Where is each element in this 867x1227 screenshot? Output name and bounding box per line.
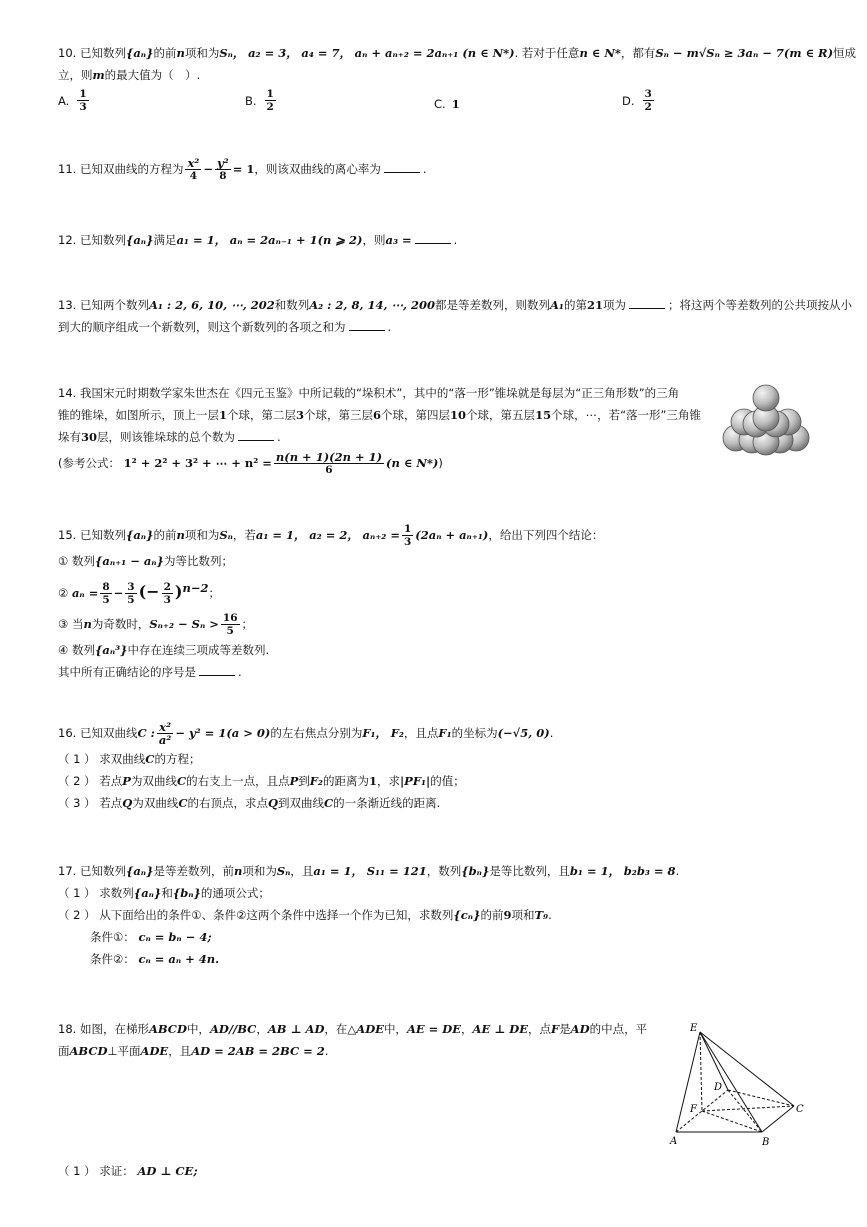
- frac-den: 5: [226, 624, 234, 637]
- question-15: [58, 520, 808, 683]
- q14-reference: [58, 448, 718, 478]
- q15-conclusion-3: [58, 609, 808, 639]
- q17-Sn: Sₙ: [276, 864, 291, 878]
- q10-m: m: [92, 68, 105, 82]
- q10-text: 立，则: [58, 68, 93, 82]
- q15-seq: {aₙ}: [125, 528, 154, 542]
- q18-line1: [58, 1018, 668, 1040]
- q18-text: 中，: [383, 1022, 407, 1036]
- q18-text: （ 1 ） 求证：: [58, 1164, 134, 1178]
- q15-text: 其中所有正确结论的序号是: [58, 664, 196, 679]
- q10-relation: aₙ + aₙ₊₂ = 2aₙ₊₁ (n ∈ N*): [354, 46, 515, 60]
- q15-text: 项和为: [184, 528, 220, 542]
- q15-conclusion-1: [58, 550, 808, 572]
- q15-text: 的前: [153, 528, 177, 542]
- q15-c3-frac: [221, 612, 240, 637]
- q13-text: ；将这两个等差数列的公共项按从小: [667, 298, 852, 312]
- q17-text: ，且: [290, 864, 314, 878]
- q12-text: 12. 已知数列: [58, 233, 126, 247]
- q16-text: ，且点: [403, 726, 439, 740]
- q14-text: 个球，第四层: [381, 408, 451, 422]
- frac-num: 3: [644, 88, 652, 100]
- q17-text: 条件②：: [90, 952, 135, 966]
- q17-cond1: cₙ = bₙ − 4;: [138, 930, 212, 944]
- q17-cond2: cₙ = aₙ + 4n.: [138, 952, 220, 966]
- q14-text: 个球，⋯，若“落一形”三角锥: [551, 408, 701, 422]
- q17-condition-2: [58, 948, 808, 970]
- frac-den: 8: [219, 170, 227, 182]
- frac-den: a²: [158, 733, 172, 747]
- option-b-label: B.: [245, 93, 257, 108]
- q15-c3-n: n: [83, 616, 92, 631]
- q17-text: 17. 已知数列: [58, 864, 126, 878]
- option-c[interactable]: [434, 93, 460, 115]
- q17-text: 的前: [480, 908, 504, 922]
- q17-condition-1: [58, 926, 808, 948]
- q17-seq-b: {bₙ}: [172, 886, 201, 900]
- option-b[interactable]: [245, 88, 278, 113]
- q15-a2: a₂ = 2，: [309, 528, 359, 542]
- q15-c2-minus: −: [113, 585, 124, 600]
- q16-P: P: [289, 774, 299, 788]
- q18-perp: AB ⊥ AD: [267, 1022, 325, 1036]
- q18-eq2: AD = 2AB = 2BC = 2: [191, 1044, 325, 1058]
- q16-text: 到: [298, 774, 310, 788]
- q17-text: 项和为: [242, 864, 277, 878]
- q14-text: ): [438, 456, 443, 470]
- q18-parallel: AD//BC: [209, 1022, 257, 1036]
- q18-perp2: AE ⊥ DE: [472, 1022, 528, 1036]
- edge-EB: [700, 1032, 762, 1132]
- q15-c2-frac: [100, 581, 111, 606]
- q15-text: .: [238, 664, 242, 679]
- q10-nN: n ∈ N*: [579, 46, 621, 60]
- option-b-fraction: [265, 88, 276, 113]
- q10-text: . 若对于任意: [514, 46, 580, 60]
- edge-BC: [762, 1106, 794, 1132]
- q16-PF: |PF₁|: [399, 774, 431, 788]
- q18-text: 18. 如图，在梯形: [58, 1022, 149, 1036]
- frac-num: 1: [403, 523, 412, 535]
- q10-text: 的前: [153, 46, 177, 60]
- q17-b2b3: b₂b₃ = 8: [623, 864, 676, 878]
- q13-text: .: [387, 320, 392, 334]
- frac-num: x²: [159, 720, 172, 734]
- frac-den: 3: [79, 101, 87, 113]
- q17-b1: b₁ = 1，: [569, 864, 621, 878]
- q18-ABCD: ABCD: [69, 1044, 108, 1058]
- q14-text: 个球，第二层: [227, 408, 297, 422]
- q10-n: n: [176, 46, 185, 60]
- q18-text: 面: [58, 1044, 70, 1058]
- q16-C: C: [178, 796, 188, 810]
- q18-AD: AD: [570, 1022, 590, 1036]
- q17-seq-a: {aₙ}: [133, 886, 162, 900]
- frac-den: 5: [127, 593, 135, 606]
- q17-text: .: [675, 864, 680, 878]
- q15-text: ① 数列: [58, 554, 95, 568]
- q15-text: ②: [58, 585, 69, 600]
- q11-text: ，则该双曲线的离心率为: [254, 162, 381, 176]
- q17-text: 是等比数列，且: [489, 864, 570, 878]
- q16-text: .: [549, 726, 554, 740]
- q14-ref-frac: [274, 451, 384, 476]
- q10-options: [58, 86, 808, 116]
- q15-c2-an: aₙ =: [71, 585, 99, 600]
- q16-F1: F₁，: [362, 726, 388, 740]
- q15-text: ，若: [232, 528, 256, 542]
- q15-text: ③ 当: [58, 616, 84, 631]
- q16-C: C :: [137, 726, 155, 740]
- label-A: A: [670, 1136, 678, 1147]
- q15-text: 中存在连续三项成等差数列.: [127, 642, 270, 657]
- q16-Q: Q: [122, 796, 133, 810]
- q16-text: 为双曲线: [130, 774, 177, 788]
- q14-text: 锥的锥垛，如图所示，顶上一层: [58, 408, 219, 422]
- q13-A1b: A₁: [549, 298, 564, 312]
- edge-EA: [676, 1032, 700, 1132]
- q16-text: 为双曲线: [132, 796, 179, 810]
- q14-ref-sum: 1² + 2² + 3² + ⋯ + n² =: [123, 456, 272, 470]
- q15-c2-frac: [125, 581, 136, 606]
- q16-text: 的坐标为: [451, 726, 498, 740]
- q17-text: 项和: [511, 908, 535, 922]
- q10-a2: a₂ = 3，: [248, 46, 298, 60]
- q15-Sn: Sₙ: [219, 528, 233, 542]
- q17-text: 的通项公式；: [200, 886, 270, 900]
- q10-line1: [58, 42, 857, 64]
- q14-num: 10: [450, 408, 467, 422]
- q13-line2: [58, 316, 808, 338]
- q17-seq-a: {aₙ}: [125, 864, 154, 878]
- q10-text: ，都有: [620, 46, 656, 60]
- frac-num: n(n + 1)(2n + 1): [275, 450, 383, 464]
- edge-EF: [700, 1032, 702, 1111]
- q15-c3-ineq: Sₙ₊₂ − Sₙ >: [149, 616, 219, 631]
- frac-den: 5: [102, 593, 110, 606]
- q14-line3: [58, 426, 718, 448]
- frac-num: x²: [187, 156, 200, 170]
- q12-seq: {aₙ}: [125, 233, 154, 247]
- q14-text: 个球，第三层: [304, 408, 374, 422]
- q10-inequality: Sₙ − m√Sₙ ≥ 3aₙ − 7(m ∈ R): [655, 46, 834, 60]
- question-12: [58, 229, 808, 251]
- label-D: D: [714, 1082, 723, 1093]
- q12-text: .: [453, 233, 458, 247]
- q12-a3: a₃ =: [385, 233, 412, 247]
- q13-line1: [58, 294, 852, 316]
- option-a[interactable]: [58, 88, 91, 113]
- q15-c2-exp: n−2: [182, 581, 209, 595]
- q18-text: 是: [559, 1022, 571, 1036]
- q18-text: ，且: [168, 1044, 192, 1058]
- question-14: [58, 382, 718, 478]
- q13-n21: 21: [586, 298, 603, 312]
- frac-den: 4: [189, 170, 198, 182]
- q16-F2: F₂: [309, 774, 323, 788]
- q15-text: 为奇数时，: [91, 616, 150, 631]
- q17-line1: [58, 860, 808, 882]
- q14-text: 14. 我国宋元时期数学家朱世杰在《四元玉鉴》中所记载的“垛积术”，其中的“落一形”锥垛就是每层为“正三角形数”的三角: [58, 386, 680, 400]
- q15-conclusion-4: [58, 639, 808, 661]
- q18-text: 中，: [186, 1022, 210, 1036]
- answer-blank[interactable]: [384, 160, 420, 173]
- q16-text: 的右支上一点，且点: [186, 774, 290, 788]
- q15-rec: aₙ₊₂ =: [362, 528, 400, 542]
- answer-blank[interactable]: [415, 231, 451, 244]
- frac-den: 3: [163, 593, 171, 606]
- q15-conclusion-2: [58, 572, 808, 609]
- q15-c2-frac: [162, 581, 173, 606]
- q16-text: 的右顶点，求点: [187, 796, 268, 810]
- q15-text: 为等比数列；: [163, 554, 233, 568]
- q15-text: ，给出下列四个结论：: [488, 528, 604, 542]
- answer-blank[interactable]: [199, 663, 235, 676]
- frac-num: 16: [222, 611, 238, 624]
- ball: [753, 385, 779, 411]
- q16-C: C: [145, 752, 155, 766]
- frac-num: 1: [266, 88, 274, 100]
- option-a-label: A.: [58, 93, 70, 108]
- q18-p1-expr: AD ⊥ CE;: [137, 1164, 198, 1178]
- q18-text: ⊥平面: [107, 1044, 141, 1058]
- frac-num: 1: [79, 88, 87, 100]
- q17-n: n: [233, 864, 243, 878]
- q16-P: P: [122, 774, 131, 788]
- q14-num: 1: [219, 408, 228, 422]
- q17-text: ，数列: [426, 864, 462, 878]
- q17-seq-c: {cₙ}: [453, 908, 481, 922]
- q15-text: ④ 数列: [58, 642, 95, 657]
- q11-eq: = 1: [232, 162, 255, 176]
- option-c-value: 1: [451, 97, 460, 111]
- q18-triangle: △ADE: [347, 1022, 384, 1036]
- q16-num: 1: [368, 774, 377, 788]
- q10-text: 恒成: [833, 46, 857, 60]
- q17-text: .: [548, 908, 552, 922]
- q16-text: 16. 已知双曲线: [58, 726, 138, 740]
- q12-line1: [58, 229, 808, 251]
- q14-ref-cond: (n ∈ N*): [386, 456, 439, 470]
- q10-seq: {aₙ}: [125, 46, 154, 60]
- frac-num: 2: [163, 580, 171, 593]
- question-13: [58, 294, 852, 338]
- q13-text: 到大的顺序组成一个新数列，则这个新数列的各项之和为: [58, 320, 346, 334]
- q16-text: 的距离为: [322, 774, 369, 788]
- q18-text: .: [324, 1044, 329, 1058]
- q12-a1: a₁ = 1，: [176, 233, 227, 247]
- option-c-label: C.: [434, 97, 446, 111]
- q18-ABCD: ABCD: [148, 1022, 187, 1036]
- q16-text: （ 3 ） 若点: [58, 796, 123, 810]
- q18-ADE: ADE: [140, 1044, 169, 1058]
- q15-text: ；: [208, 585, 220, 600]
- question-11: [58, 157, 808, 182]
- q14-text: 个球，第五层: [466, 408, 536, 422]
- q11-minus: −: [203, 162, 213, 176]
- q16-F2: F₂: [390, 726, 404, 740]
- answer-blank[interactable]: [629, 296, 665, 309]
- solid-geometry-figure: [668, 1018, 808, 1150]
- q15-text: ；: [241, 616, 254, 631]
- frac-den: 2: [266, 101, 274, 113]
- label-F: F: [690, 1104, 697, 1115]
- q13-A1: A₁ : 2, 6, 10, ⋯, 202: [148, 298, 275, 312]
- q18-text: ，: [256, 1022, 268, 1036]
- q18-part1: [58, 1160, 808, 1182]
- q13-text: 项为: [602, 298, 626, 312]
- q15-c2-paren: ): [174, 581, 183, 601]
- q11-frac-y: [215, 157, 231, 182]
- q14-text: 垛有: [58, 430, 81, 444]
- q16-C: C: [176, 774, 187, 788]
- q18-text: ，在: [324, 1022, 348, 1036]
- q17-text: （ 2 ） 从下面给出的条件①、条件②这两个条件中选择一个作为已知，求数列: [58, 908, 454, 922]
- q18-F: F: [551, 1022, 560, 1036]
- q16-text: 的值；: [430, 774, 465, 788]
- q16-part1: [58, 748, 808, 770]
- edge-EC: [700, 1032, 794, 1106]
- question-10: [58, 42, 857, 116]
- q18-line2: [58, 1040, 668, 1062]
- q17-part1: [58, 882, 808, 904]
- q15-n: n: [176, 528, 185, 542]
- q13-text: 和数列: [274, 298, 310, 312]
- q18-eq1: AE = DE: [406, 1022, 462, 1036]
- q12-text: ，则: [362, 233, 386, 247]
- q12-recurrence: aₙ = 2aₙ₋₁ + 1(n ⩾ 2): [229, 233, 363, 247]
- q17-a1: a₁ = 1，: [313, 864, 364, 878]
- q16-part3: [58, 792, 808, 814]
- frac-num: 3: [127, 580, 135, 593]
- q10-text: 的最大值为（ ）.: [104, 68, 201, 82]
- q11-line1: [58, 157, 808, 182]
- q17-text: （ 1 ） 求数列: [58, 886, 134, 900]
- frac-num: 8: [102, 580, 110, 593]
- q15-c1-seq: {aₙ₊₁ − aₙ}: [94, 554, 164, 568]
- question-17: [58, 860, 808, 970]
- q14-line2: [58, 404, 718, 426]
- q10-text: 项和为: [184, 46, 220, 60]
- q17-T9: T₉: [534, 908, 549, 922]
- frac-num: y²: [217, 156, 229, 170]
- q16-text: 的左右焦点分别为: [270, 726, 363, 740]
- frac-den: 3: [403, 536, 412, 548]
- q13-A2: A₂ : 2, 8, 14, ⋯, 200: [309, 298, 435, 312]
- q17-seq-b: {bₙ}: [461, 864, 490, 878]
- option-a-fraction: [77, 88, 88, 113]
- label-E: E: [690, 1023, 698, 1034]
- q10-text: 10. 已知数列: [58, 46, 126, 60]
- frac-den: 2: [644, 101, 652, 113]
- q16-C: C: [324, 796, 334, 810]
- q14-num: 6: [373, 408, 382, 422]
- q15-final: [58, 661, 808, 683]
- q18-text: ，: [461, 1022, 473, 1036]
- q17-text: 是等差数列，前: [153, 864, 234, 878]
- q13-text: 的第: [563, 298, 587, 312]
- question-18: [58, 1018, 668, 1062]
- q12-text: 满足: [153, 233, 177, 247]
- q14-text: (参考公式：: [58, 456, 120, 470]
- q16-text: （ 2 ） 若点: [58, 774, 123, 788]
- q18-text: 的中点，平: [589, 1022, 648, 1036]
- q17-text: 条件①：: [90, 930, 135, 944]
- q17-part2: [58, 904, 808, 926]
- q15-rec-frac: [402, 523, 413, 548]
- q16-frac: [157, 721, 174, 746]
- q16-text: ，求: [376, 774, 400, 788]
- q10-Sn: Sₙ，: [219, 46, 245, 60]
- q16-coord: (−√5, 0): [497, 726, 550, 740]
- answer-blank[interactable]: [349, 318, 385, 331]
- label-C: C: [796, 1104, 804, 1115]
- q16-part2: [58, 770, 808, 792]
- question-18-part1: [58, 1160, 808, 1182]
- q16-text: 到双曲线: [278, 796, 325, 810]
- q16-F1b: F₁: [438, 726, 452, 740]
- q16-text: 的方程；: [154, 752, 201, 766]
- q16-eq: − y² = 1(a > 0): [175, 726, 271, 740]
- answer-blank[interactable]: [238, 428, 274, 441]
- q11-text: .: [422, 162, 427, 176]
- q16-text: 的一条渐近线的距离.: [333, 796, 441, 810]
- q17-S11: S₁₁ = 121: [366, 864, 427, 878]
- option-d-fraction: [643, 88, 654, 113]
- q17-text: 和: [161, 886, 173, 900]
- q15-c4-seq: {aₙ³}: [94, 642, 128, 657]
- q16-line1: [58, 718, 808, 748]
- frac-den: 6: [325, 464, 333, 476]
- q18-text: ，点: [528, 1022, 551, 1036]
- q14-text: 层，则该锥垛球的总个数为: [97, 430, 236, 444]
- q11-text: 11. 已知双曲线的方程为: [58, 162, 184, 176]
- q10-line2: [58, 64, 808, 86]
- q13-text: 都是等差数列，则数列: [434, 298, 550, 312]
- q14-num: 3: [296, 408, 305, 422]
- ball-pyramid-figure: [718, 380, 814, 460]
- q15-a1: a₁ = 1，: [255, 528, 306, 542]
- q10-a4: a₄ = 7，: [301, 46, 352, 60]
- label-B: B: [762, 1137, 770, 1148]
- q16-text: （ 1 ） 求双曲线: [58, 752, 146, 766]
- q14-num: 15: [535, 408, 552, 422]
- q11-frac-x: [185, 157, 201, 182]
- option-d-label: D.: [622, 93, 635, 108]
- q17-num: 9: [503, 908, 512, 922]
- q14-text: .: [277, 430, 281, 444]
- q15-line1: [58, 520, 808, 550]
- q13-text: 13. 已知两个数列: [58, 298, 149, 312]
- q15-rec: (2aₙ + aₙ₊₁): [415, 528, 489, 542]
- q15-text: 15. 已知数列: [58, 528, 126, 542]
- q14-line1: [58, 382, 718, 404]
- question-16: [58, 718, 808, 814]
- q14-num: 30: [81, 430, 98, 444]
- option-d[interactable]: [622, 88, 656, 113]
- q15-c2-paren: (−: [138, 581, 160, 601]
- q16-Q: Q: [267, 796, 279, 810]
